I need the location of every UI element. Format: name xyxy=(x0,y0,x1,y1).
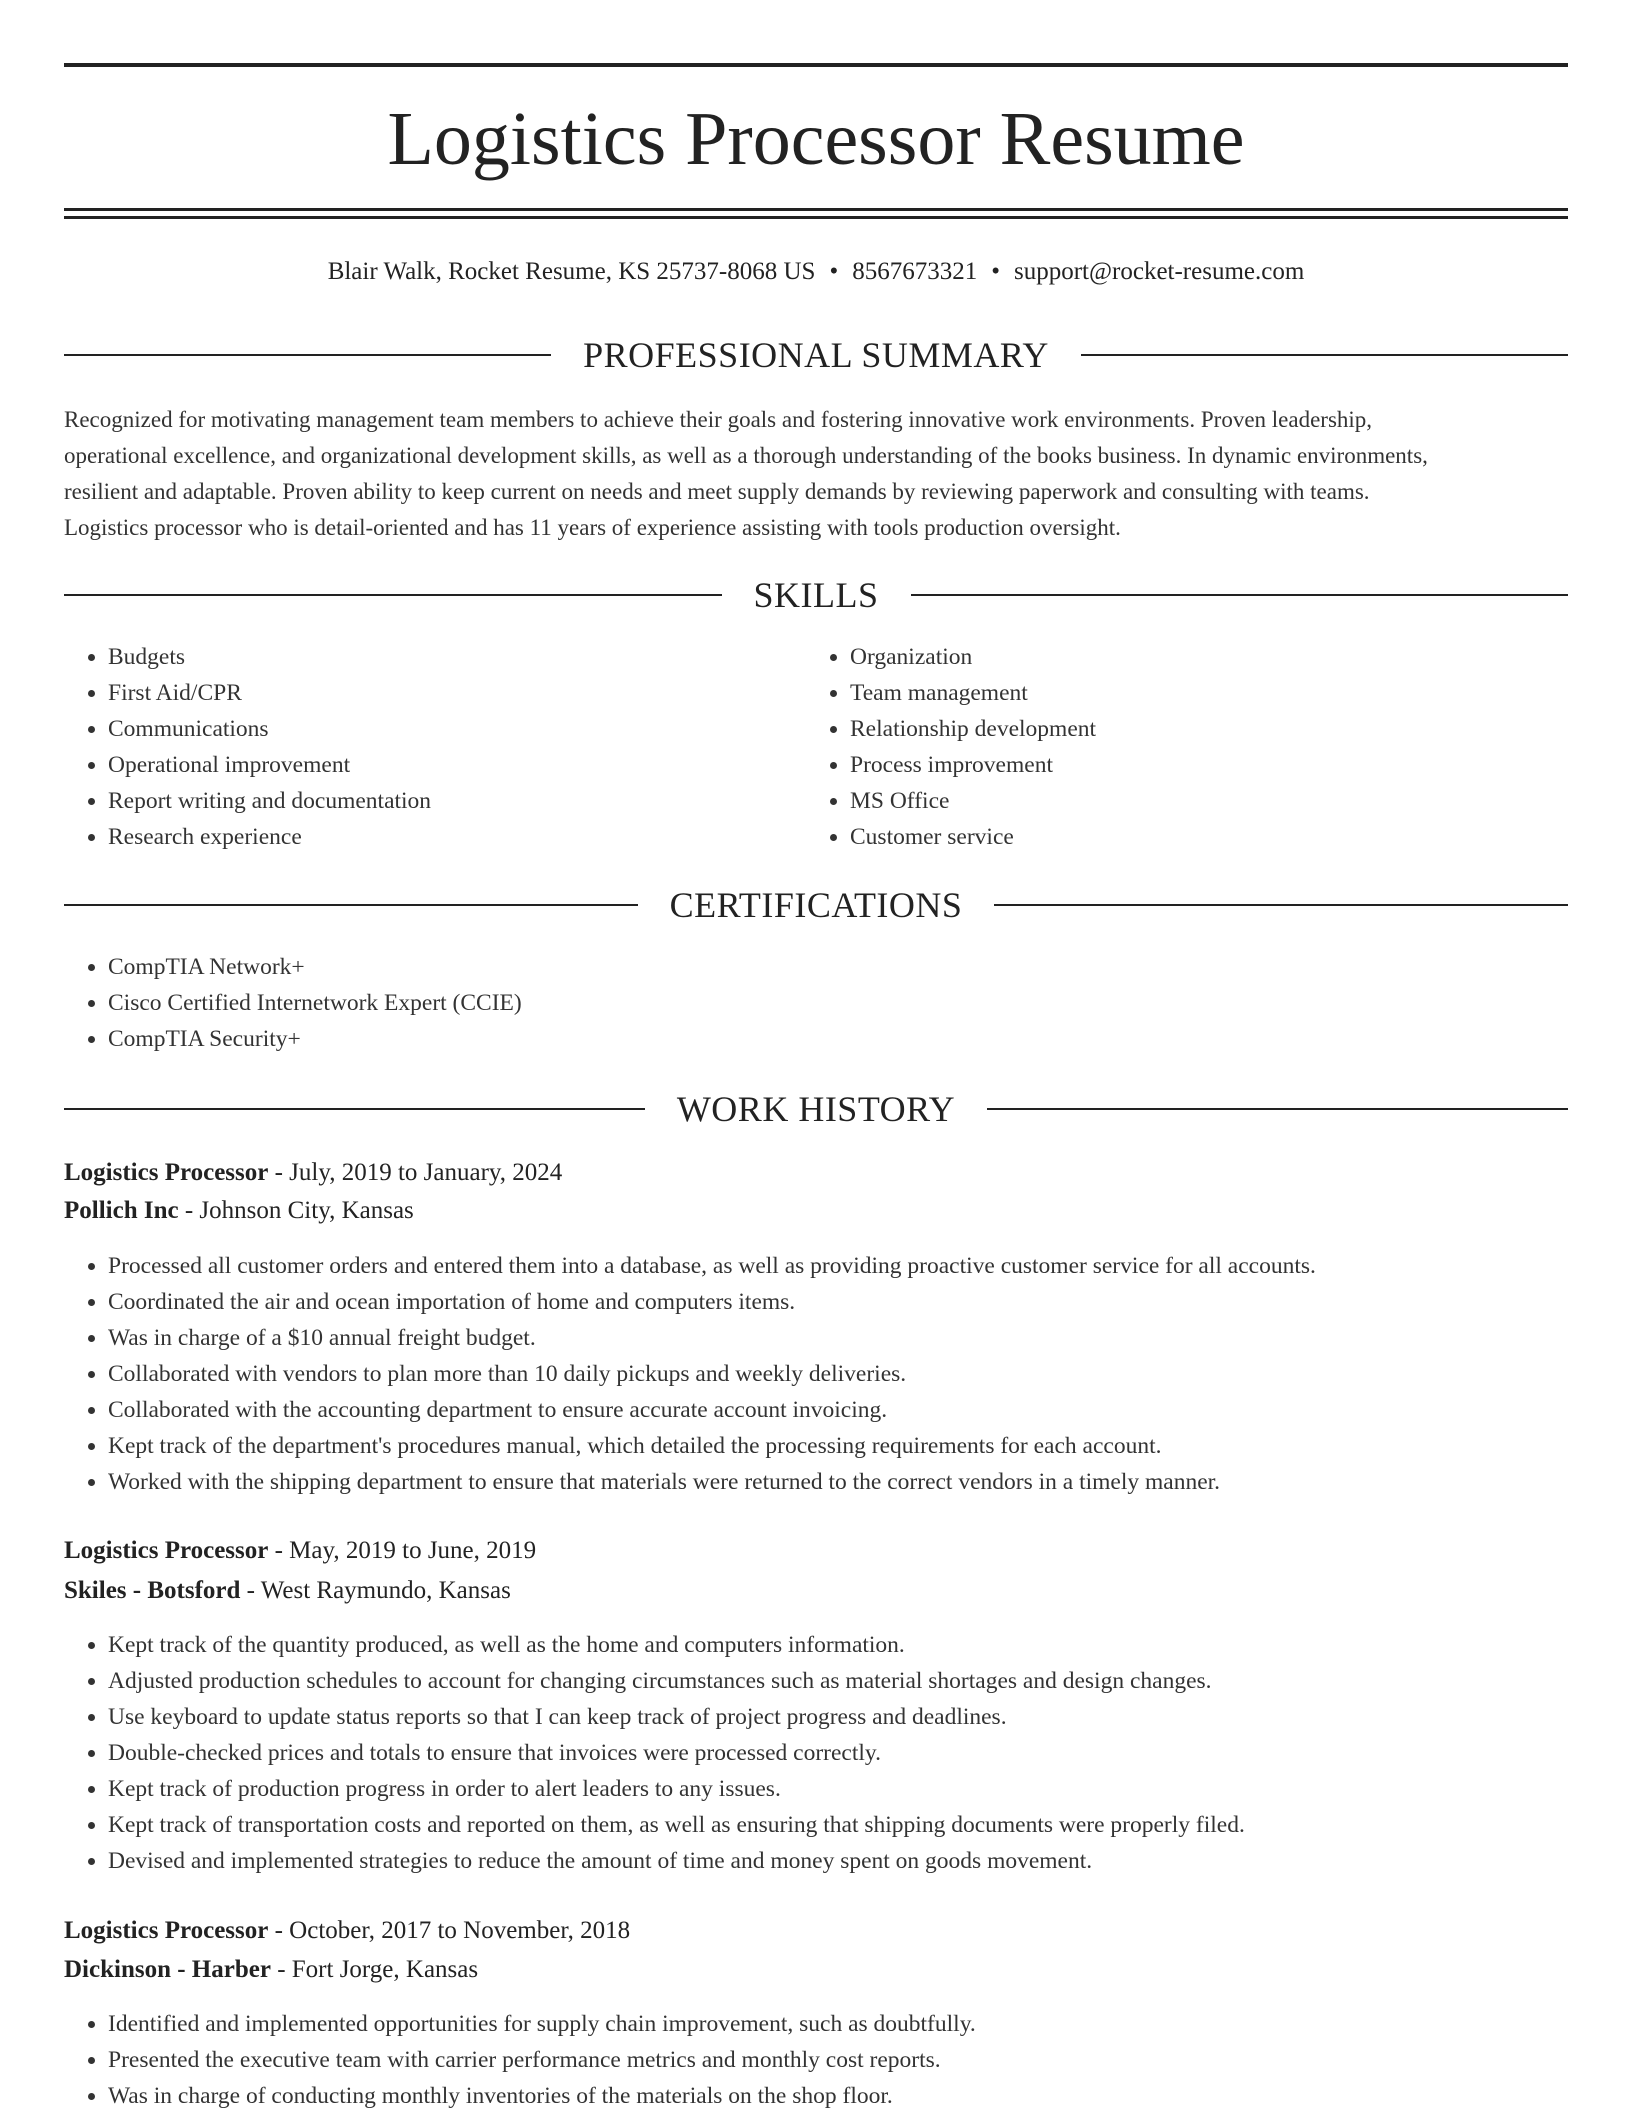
job-dates: - May, 2019 to June, 2019 xyxy=(268,1537,537,1564)
section-rule xyxy=(64,904,638,906)
section-rule xyxy=(987,1108,1568,1110)
job-bullet: • Kept track of production progress in order to alert leaders to any issues. xyxy=(108,1771,1608,1807)
job-bullet: • Was in charge of a $10 annual freight budget. xyxy=(108,1320,1608,1356)
section-title: PROFESSIONAL SUMMARY xyxy=(583,335,1049,375)
job-bullet: • Adjusted production schedules to account for changing circumstances such as material shortages and design changes. xyxy=(108,1663,1608,1699)
summary-text xyxy=(64,402,1568,546)
contact-email: support@rocket-resume.com xyxy=(1014,258,1305,285)
job-location: - Johnson City, Kansas xyxy=(178,1197,414,1224)
header-bottom-rule-2 xyxy=(64,216,1568,219)
job-company: Skiles - Botsford xyxy=(64,1577,241,1604)
section-title: SKILLS xyxy=(753,575,879,615)
skill-item: • Relationship development xyxy=(850,711,1550,747)
job-title-line xyxy=(64,1154,1568,1192)
section-rule xyxy=(64,354,551,356)
section-rule xyxy=(64,1108,645,1110)
section-title: WORK HISTORY xyxy=(676,1089,956,1129)
section-header-certifications xyxy=(64,885,1568,925)
header-bottom-rule-1 xyxy=(64,208,1568,211)
contact-separator: • xyxy=(991,258,1000,285)
job-bullet: • Double-checked prices and totals to ensure that invoices were processed correctly. xyxy=(108,1735,1608,1771)
certification-item: • CompTIA Security+ xyxy=(108,1021,1508,1057)
contact-address: Blair Walk, Rocket Resume, KS 25737-8068 US xyxy=(327,258,816,285)
job-bullet: • Use keyboard to update status reports so that I can keep track of project progress and deadlines. xyxy=(108,1699,1608,1735)
contact-line xyxy=(0,257,1632,287)
job-company-line xyxy=(64,1951,1568,1989)
page-title: Logistics Processor Resume xyxy=(387,97,1245,181)
summary-line: resilient and adaptable. Proven ability to keep current on needs and meet supply demands by reviewing paperwork and consulting with teams. xyxy=(64,479,1370,504)
section-rule xyxy=(1081,354,1568,356)
skill-item: • Communications xyxy=(108,711,808,747)
skill-item: • Team management xyxy=(850,675,1550,711)
job-dates: - October, 2017 to November, 2018 xyxy=(268,1917,631,1944)
job-bullet: • Processed all customer orders and entered them into a database, as well as providing proactive customer service for all accounts. xyxy=(108,1248,1608,1284)
job-title-line xyxy=(64,1912,1568,1950)
summary-line: Logistics processor who is detail-oriented and has 11 years of experience assisting with tools production oversight. xyxy=(64,515,1121,540)
job-bullet: • Worked with the shipping department to ensure that materials were returned to the correct vendors in a timely manner. xyxy=(108,1464,1608,1500)
certification-item: • CompTIA Network+ xyxy=(108,949,1508,985)
job-company-line xyxy=(64,1572,1568,1610)
job-bullet: • Kept track of transportation costs and reported on them, as well as ensuring that shipping documents were properly filed. xyxy=(108,1807,1608,1843)
skill-item: • Research experience xyxy=(108,819,808,855)
job-title: Logistics Processor xyxy=(64,1537,269,1564)
job-bullet: • Kept track of the quantity produced, as well as the home and computers information. xyxy=(108,1627,1608,1663)
job-title: Logistics Processor xyxy=(64,1917,269,1944)
skill-item: • Operational improvement xyxy=(108,747,808,783)
job-bullets xyxy=(64,1627,1608,1879)
skill-item: • MS Office xyxy=(850,783,1550,819)
job-bullet: • Coordinated the air and ocean importation of home and computers items. xyxy=(108,1284,1608,1320)
skill-item: • First Aid/CPR xyxy=(108,675,808,711)
section-rule xyxy=(994,904,1568,906)
job-bullet: • Was in charge of conducting monthly inventories of the materials on the shop floor. xyxy=(108,2078,1608,2114)
job-company: Dickinson - Harber xyxy=(64,1956,271,1983)
job-location: - West Raymundo, Kansas xyxy=(240,1577,511,1604)
skill-item: • Report writing and documentation xyxy=(108,783,808,819)
skill-item: • Budgets xyxy=(108,639,808,675)
job-title: Logistics Processor xyxy=(64,1159,269,1186)
section-header-work-history xyxy=(64,1089,1568,1129)
job-bullet: • Devised and implemented strategies to reduce the amount of time and money spent on goods movement. xyxy=(108,1843,1608,1879)
job-bullet: • Identified and implemented opportunities for supply chain improvement, such as doubtfully. xyxy=(108,2006,1608,2042)
certifications-list xyxy=(64,949,1508,1057)
job-title-line xyxy=(64,1532,1568,1570)
contact-separator: • xyxy=(829,258,839,285)
job-bullet: • Collaborated with the accounting department to ensure accurate account invoicing. xyxy=(108,1392,1608,1428)
job-location: - Fort Jorge, Kansas xyxy=(270,1956,479,1983)
section-header-summary xyxy=(64,335,1568,375)
header-top-rule xyxy=(64,63,1568,67)
contact-phone: 8567673321 xyxy=(852,258,978,285)
skill-item: • Process improvement xyxy=(850,747,1550,783)
skills-list-right xyxy=(806,639,1550,855)
section-rule xyxy=(911,594,1569,596)
skill-item: • Organization xyxy=(850,639,1550,675)
job-bullet: • Kept track of the department's procedures manual, which detailed the processing requirements for each account. xyxy=(108,1428,1608,1464)
job-dates: - July, 2019 to January, 2024 xyxy=(268,1159,563,1186)
summary-line: Recognized for motivating management team members to achieve their goals and fostering innovative work environments. Proven leadership, xyxy=(64,407,1373,432)
certification-item: • Cisco Certified Internetwork Expert (CCIE) xyxy=(108,985,1508,1021)
job-bullets xyxy=(64,1248,1608,1500)
job-company: Pollich Inc xyxy=(64,1197,179,1224)
summary-line: operational excellence, and organizational development skills, as well as a thorough understanding of the books business. In dynamic environments, xyxy=(64,443,1428,468)
job-bullets xyxy=(64,2006,1608,2114)
job-bullet: • Collaborated with vendors to plan more than 10 daily pickups and weekly deliveries. xyxy=(108,1356,1608,1392)
skill-item: • Customer service xyxy=(850,819,1550,855)
section-title: CERTIFICATIONS xyxy=(669,885,963,925)
job-bullet: • Presented the executive team with carrier performance metrics and monthly cost reports. xyxy=(108,2042,1608,2078)
skills-list-left xyxy=(64,639,808,855)
section-rule xyxy=(64,594,722,596)
job-company-line xyxy=(64,1192,1568,1230)
section-header-skills xyxy=(64,575,1568,615)
